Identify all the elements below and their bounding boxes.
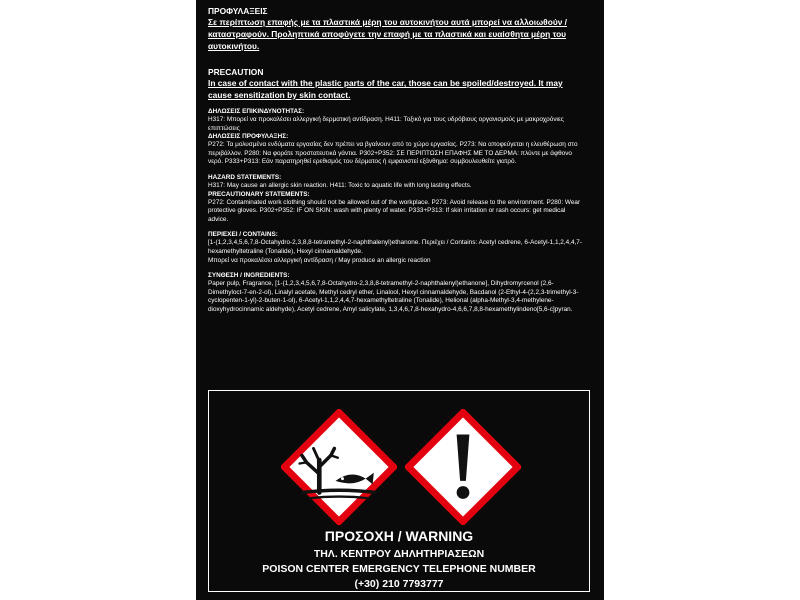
- greek-precaution-heading: ΠΡΟΦΥΛΑΞΕΙΣ: [208, 6, 268, 16]
- product-label: [196, 0, 604, 600]
- ingredients-text: Paper pulp, Fragrance, [1-(1,2,3,4,5,6,7,8-Octahydro-2,3,8,8-tetramethyl-2-naphthalenyl)ethanone], Dihydromyrcenol (2,6-Dimethyloct-7-en-2-ol), Linalyl acetate, Methyl cedryl ether, Linalool, Hexyl cinnamaldehyde, Bacdanol (2-Ethyl-4-(2,2,3-trimethyl-3-cyclopenten-1-yl)-2-buten-1-ol), 6-Acetyl-1,1,2,4,4,7-hexamethyltetraline (Tonalide), Helional (alpha-Methyl-3,4-methylene-dioxyhydrocinnamic aldehyde), Acetyl cedrene, Amyl salicylate, 1,3,4,6,7,8-hexahydro-4,6,6,7,8,8-hexamethylindeno[5,6-c]pyran.: [208, 280, 579, 313]
- greek-hazard-text: H317: Μπορεί να προκαλέσει αλλεργική δερματική αντίδραση. H411: Τοξικό για τους υδρόβιους οργανισμούς με μακροχρόνιες επιπτώσεις: [208, 116, 564, 132]
- english-hazard-text: H317: May cause an allergic skin reaction. H411: Toxic to aquatic life with long lasting effects.: [208, 181, 472, 189]
- greek-precaution-text: Σε περίπτωση επαφής με τα πλαστικά μέρη του αυτοκινήτου αυτά μπορεί να αλλοιωθούν / καταστραφούν. Προληπτικά αποφύγετε την επαφή με τα πλαστικά και ευαίσθητα μέρη του αυτοκινήτου.: [208, 17, 567, 51]
- hazard-box: [208, 390, 590, 592]
- label-text-area: [208, 6, 584, 315]
- english-precaution-statements-text: P272: Contaminated work clothing should not be allowed out of the workplace. P273: Avoid release to the environment. P280: Wear protective gloves. P302+P352: IF ON SKIN: wash with plenty of water. P333+P313: If skin irritation or rash occurs: get medical advice.: [208, 198, 581, 223]
- allergy-note: Μπορεί να προκαλέσει αλλεργική αντίδραση / May produce an allergic reaction: [208, 256, 431, 264]
- poison-center-phone: (+30) 210 7793777: [354, 578, 444, 590]
- poison-center-greek: ΤΗΛ. ΚΕΝΤΡΟΥ ΔΗΛΗΤΗΡΙΑΣΕΩΝ: [313, 548, 485, 560]
- english-precaution-statements-heading: PRECAUTIONARY STATEMENTS:: [208, 190, 310, 198]
- english-precaution-heading: PRECAUTION: [208, 67, 264, 77]
- contains-text: [1-(1,2,3,4,5,6,7,8-Octahydro-2,3,8,8-tetramethyl-2-naphthalenyl)ethanone. Περιέχει / Contains: Acetyl cedrene, 6-Acetyl-1,1,2,4,4,7-hexamethyltetraline (Tonalide), Hexyl cinnamaldehyde.: [208, 239, 582, 255]
- exclamation-mark-icon: [405, 409, 521, 525]
- contains-heading: ΠΕΡΙΕΧΕΙ / CONTAINS:: [208, 231, 278, 239]
- english-precaution-text: In case of contact with the plastic parts of the car, those can be spoiled/destroyed. It may cause sensitization by skin contact.: [208, 78, 563, 100]
- poison-center-english: POISON CENTER EMERGENCY TELEPHONE NUMBER: [262, 563, 536, 575]
- warning-title: ΠΡΟΣΟΧΗ / WARNING: [324, 528, 474, 544]
- greek-hazard-heading: ΔΗΛΩΣΕΙΣ ΕΠΙΚΙΝΔΥΝΟΤΗΤΑΣ:: [208, 108, 305, 115]
- english-hazard-heading: HAZARD STATEMENTS:: [208, 173, 282, 181]
- environment-hazard-icon: [281, 409, 397, 525]
- ingredients-heading: ΣΥΝΘΕΣΗ / INGREDIENTS:: [208, 272, 290, 280]
- greek-precaution-statements-text: P272: Τα μολυσμένα ενδύματα εργασίας δεν πρέπει να βγαίνουν από το χώρο εργασίας. P273: Να αποφεύγεται η ελευθέρωση στο περιβάλλον. P280: Να φοράτε προστατευτικά γάντια. P302+P352: ΣΕ ΠΕΡΙΠΤΩΣΗ ΕΠΑΦΗΣ ΜΕ ΤΟ ΔΕΡΜΑ: πλύντε με άφθονο νερό. P333+P313: Εάν παρατηρηθεί ερεθισμός του δέρματος ή εμφανιστεί εξάνθημα: συμβουλευθείτε γιατρό.: [208, 141, 578, 166]
- greek-precaution-statements-heading: ΔΗΛΩΣΕΙΣ ΠΡΟΦΥΛΑΞΗΣ:: [208, 133, 289, 141]
